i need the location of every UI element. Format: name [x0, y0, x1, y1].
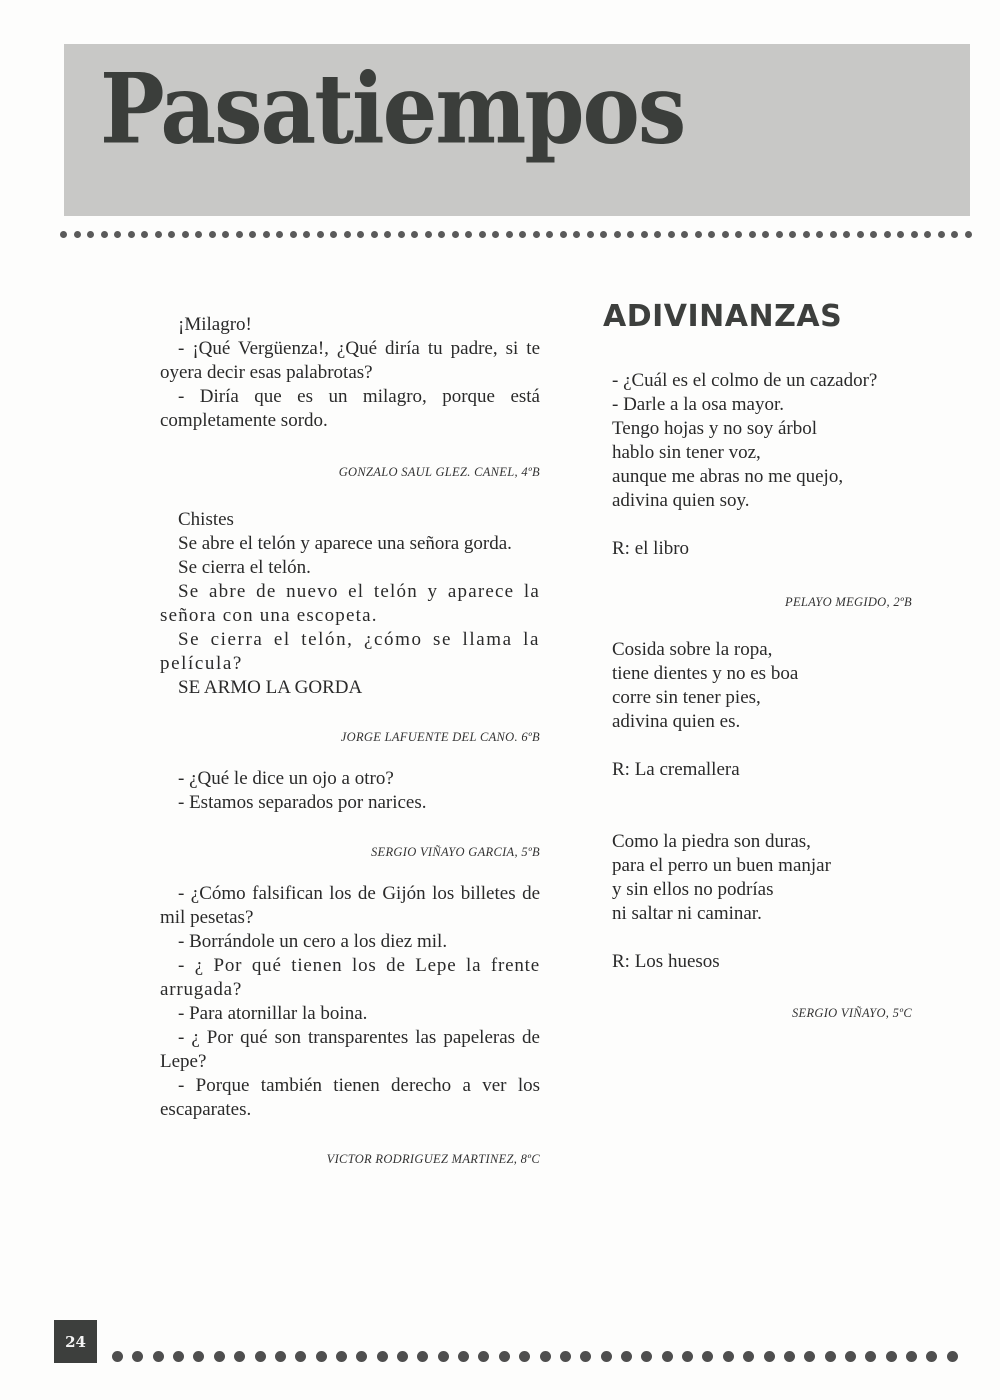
- dot-ornament: [255, 1351, 266, 1362]
- dot-ornament: [560, 1351, 571, 1362]
- dot-ornament: [303, 231, 310, 238]
- dot-ornament: [330, 231, 337, 238]
- dot-ornament: [173, 1351, 184, 1362]
- joke-line: Se cierra el telón, ¿cómo se llama la película?: [160, 629, 540, 674]
- joke-line: SE ARMO LA GORDA: [178, 677, 363, 698]
- left-column: [160, 313, 540, 1167]
- dot-ornament: [546, 231, 553, 238]
- riddle-answer: R: La cremallera: [612, 759, 740, 780]
- dotted-divider-bottom: [112, 1349, 958, 1363]
- dot-ornament: [101, 231, 108, 238]
- dot-ornament: [384, 231, 391, 238]
- dot-ornament: [865, 1351, 876, 1362]
- dot-ornament: [397, 1351, 408, 1362]
- dotted-divider-top: [60, 229, 972, 239]
- dot-ornament: [132, 1351, 143, 1362]
- dot-ornament: [417, 1351, 428, 1362]
- dot-ornament: [560, 231, 567, 238]
- dot-ornament: [947, 1351, 958, 1362]
- riddle-line: corre sin tener pies,: [612, 687, 761, 708]
- dot-ornament: [816, 231, 823, 238]
- author-signature: VICTOR RODRIGUEZ MARTINEZ, 8ºC: [326, 1152, 540, 1166]
- dot-ornament: [276, 231, 283, 238]
- author-signature: PELAYO MEGIDO, 2ºB: [785, 595, 912, 609]
- dot-ornament: [911, 231, 918, 238]
- author-signature: SERGIO VIÑAYO GARCIA, 5ºB: [371, 845, 540, 859]
- dot-ornament: [708, 231, 715, 238]
- dot-ornament: [336, 1351, 347, 1362]
- joke-line: - Borrándole un cero a los diez mil.: [178, 931, 448, 952]
- dot-ornament: [884, 231, 891, 238]
- dot-ornament: [153, 1351, 164, 1362]
- dot-ornament: [458, 1351, 469, 1362]
- dot-ornament: [492, 231, 499, 238]
- joke-line: Se abre el telón y aparece una señora gorda.: [178, 533, 512, 554]
- riddle-line: - ¿Cuál es el colmo de un cazador?: [612, 370, 878, 391]
- dot-ornament: [825, 1351, 836, 1362]
- dot-ornament: [377, 1351, 388, 1362]
- riddle-line: adivina quien es.: [612, 711, 741, 732]
- joke-line: - Porque también tienen derecho a ver los escaparates.: [160, 1075, 540, 1120]
- dot-ornament: [702, 1351, 713, 1362]
- dot-ornament: [168, 231, 175, 238]
- dot-ornament: [662, 1351, 673, 1362]
- dot-ornament: [398, 231, 405, 238]
- riddle-line: y sin ellos no podrías: [612, 879, 774, 900]
- dot-ornament: [870, 231, 877, 238]
- dot-ornament: [573, 231, 580, 238]
- dot-ornament: [668, 231, 675, 238]
- joke-line: Se abre de nuevo el telón y aparece la señora con una escopeta.: [160, 581, 540, 626]
- dot-ornament: [776, 231, 783, 238]
- dot-ornament: [897, 231, 904, 238]
- dot-ornament: [295, 1351, 306, 1362]
- dot-ornament: [479, 231, 486, 238]
- dot-ornament: [540, 1351, 551, 1362]
- section-title-adivinanzas: ADIVINANZAS: [603, 299, 843, 334]
- joke-line: - ¡Qué Vergüenza!, ¿Qué diría tu padre, si te oyera decir esas palabrotas?: [160, 338, 540, 383]
- dot-ornament: [275, 1351, 286, 1362]
- dot-ornament: [857, 231, 864, 238]
- dot-ornament: [155, 231, 162, 238]
- dot-ornament: [938, 231, 945, 238]
- dot-ornament: [344, 231, 351, 238]
- joke-line: - ¿Cómo falsifican los de Gijón los billetes de mil pesetas?: [160, 883, 540, 928]
- riddle-line: Como la piedra son duras,: [612, 831, 811, 852]
- joke-line: - Estamos separados por narices.: [178, 792, 427, 813]
- dot-ornament: [60, 231, 67, 238]
- joke-block-chistes: [160, 508, 540, 745]
- riddle-block-huesos: [612, 830, 912, 1021]
- dot-ornament: [580, 1351, 591, 1362]
- riddle-block-libro: [612, 369, 912, 610]
- dot-ornament: [214, 1351, 225, 1362]
- dot-ornament: [478, 1351, 489, 1362]
- dot-ornament: [438, 1351, 449, 1362]
- riddle-line: - Darle a la osa mayor.: [612, 394, 784, 415]
- dot-ornament: [926, 1351, 937, 1362]
- riddle-answer: R: Los huesos: [612, 951, 720, 972]
- dot-ornament: [830, 231, 837, 238]
- dot-ornament: [621, 1351, 632, 1362]
- joke-line: - ¿Qué le dice un ojo a otro?: [178, 768, 394, 789]
- dot-ornament: [249, 231, 256, 238]
- dot-ornament: [533, 231, 540, 238]
- dot-ornament: [764, 1351, 775, 1362]
- dot-ornament: [465, 231, 472, 238]
- dot-ornament: [195, 231, 202, 238]
- dot-ornament: [681, 231, 688, 238]
- dot-ornament: [499, 1351, 510, 1362]
- riddle-line: para el perro un buen manjar: [612, 855, 831, 876]
- page-title: Pasatiempos: [100, 53, 685, 167]
- dot-ornament: [627, 231, 634, 238]
- riddle-line: adivina quien soy.: [612, 490, 750, 511]
- dot-ornament: [222, 231, 229, 238]
- dot-ornament: [789, 231, 796, 238]
- dot-ornament: [845, 1351, 856, 1362]
- dot-ornament: [114, 231, 121, 238]
- riddle-line: tiene dientes y no es boa: [612, 663, 799, 684]
- dot-ornament: [924, 231, 931, 238]
- joke-line: ¡Milagro!: [178, 314, 252, 335]
- dot-ornament: [317, 231, 324, 238]
- riddle-line: Cosida sobre la ropa,: [612, 639, 773, 660]
- riddle-block-cremallera: [612, 638, 912, 782]
- joke-block-ojo: [160, 767, 540, 860]
- dot-ornament: [141, 231, 148, 238]
- dot-ornament: [803, 231, 810, 238]
- dot-ornament: [87, 231, 94, 238]
- dot-ornament: [723, 1351, 734, 1362]
- dot-ornament: [236, 231, 243, 238]
- joke-line: - ¿ Por qué son transparentes las papeleras de Lepe?: [160, 1027, 540, 1072]
- author-signature: GONZALO SAUL GLEZ. CANEL, 4ºB: [338, 465, 540, 479]
- dot-ornament: [452, 231, 459, 238]
- author-signature: JORGE LAFUENTE DEL CANO. 6ºB: [340, 730, 540, 744]
- joke-line: - ¿ Por qué tienen los de Lepe la frente arrugada?: [160, 955, 540, 1000]
- joke-block-gijon-lepe: [160, 882, 540, 1167]
- dot-ornament: [965, 231, 972, 238]
- dot-ornament: [587, 231, 594, 238]
- riddle-line: ni saltar ni caminar.: [612, 903, 762, 924]
- dot-ornament: [601, 1351, 612, 1362]
- right-column: [612, 369, 912, 1021]
- riddle-line: hablo sin tener voz,: [612, 442, 761, 463]
- dot-ornament: [641, 231, 648, 238]
- dot-ornament: [438, 231, 445, 238]
- dot-ornament: [316, 1351, 327, 1362]
- joke-line: - Para atornillar la boina.: [178, 1003, 368, 1024]
- dot-ornament: [762, 231, 769, 238]
- dot-ornament: [425, 231, 432, 238]
- dot-ornament: [906, 1351, 917, 1362]
- joke-line: - Diría que es un milagro, porque está completamente sordo.: [160, 386, 540, 431]
- dot-ornament: [749, 231, 756, 238]
- dot-ornament: [682, 1351, 693, 1362]
- dot-ornament: [128, 231, 135, 238]
- dot-ornament: [371, 231, 378, 238]
- dot-ornament: [112, 1351, 123, 1362]
- dot-ornament: [641, 1351, 652, 1362]
- dot-ornament: [614, 231, 621, 238]
- dot-ornament: [886, 1351, 897, 1362]
- author-signature: SERGIO VIÑAYO, 5ºC: [791, 1006, 912, 1020]
- dot-ornament: [654, 231, 661, 238]
- dot-ornament: [209, 231, 216, 238]
- dot-ornament: [804, 1351, 815, 1362]
- dot-ornament: [357, 231, 364, 238]
- dot-ornament: [843, 231, 850, 238]
- dot-ornament: [519, 231, 526, 238]
- joke-line: Chistes: [178, 509, 234, 530]
- dot-ornament: [506, 231, 513, 238]
- dot-ornament: [519, 1351, 530, 1362]
- dot-ornament: [735, 231, 742, 238]
- dot-ornament: [743, 1351, 754, 1362]
- dot-ornament: [263, 231, 270, 238]
- page-number: 24: [54, 1320, 97, 1363]
- dot-ornament: [722, 231, 729, 238]
- joke-block-milagro: [160, 313, 540, 480]
- dot-ornament: [290, 231, 297, 238]
- riddle-line: Tengo hojas y no soy árbol: [612, 418, 818, 439]
- dot-ornament: [356, 1351, 367, 1362]
- dot-ornament: [193, 1351, 204, 1362]
- dot-ornament: [784, 1351, 795, 1362]
- dot-ornament: [951, 231, 958, 238]
- riddle-line: aunque me abras no me quejo,: [612, 466, 844, 487]
- dot-ornament: [74, 231, 81, 238]
- riddle-answer: R: el libro: [612, 538, 690, 559]
- joke-line: Se cierra el telón.: [178, 557, 311, 578]
- dot-ornament: [695, 231, 702, 238]
- dot-ornament: [600, 231, 607, 238]
- dot-ornament: [234, 1351, 245, 1362]
- dot-ornament: [411, 231, 418, 238]
- dot-ornament: [182, 231, 189, 238]
